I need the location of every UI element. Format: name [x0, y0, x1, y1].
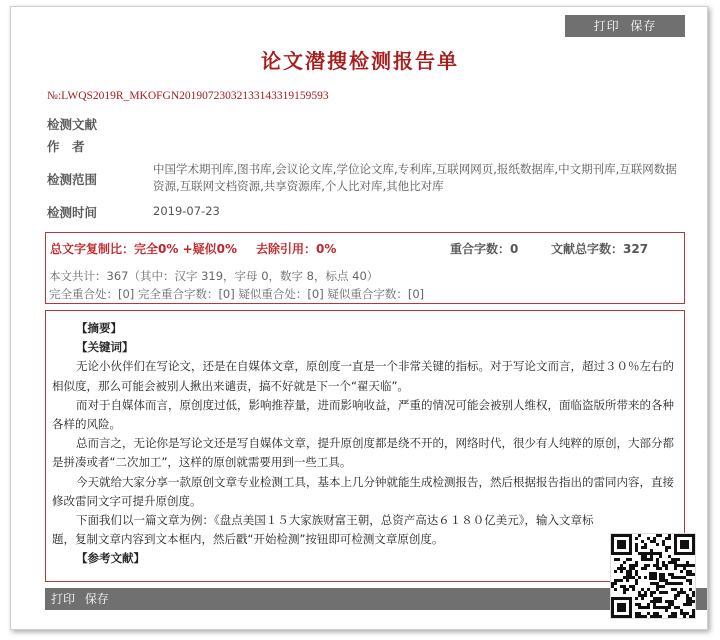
keywords-label: 【关键词】	[76, 340, 134, 355]
scope-value: 中国学术期刊库,图书库,会议论文库,学位论文库,专利库,互联网网页,报纸数据库,中文期刊库,互联网数据资源,互联网文档资源,共享资源库,个人比对库,其他比对库	[153, 162, 677, 193]
total-copy-label: 总文字复制比：	[50, 242, 135, 256]
overlap-detail-line: 完全重合处：[0] 完全重合字数：[0] 疑似重合处：[0] 疑似重合字数：[0]	[49, 287, 425, 301]
print-button-bottom[interactable]: 打印	[51, 592, 76, 606]
date-value: 2019-07-23	[153, 204, 220, 218]
stats-box	[45, 232, 685, 304]
exclude-quote-label: 去除引用：	[256, 242, 317, 256]
exclude-quote-value: 0%	[316, 242, 337, 256]
overlap-chars-value: 0	[510, 242, 519, 256]
save-button[interactable]: 保存	[630, 19, 657, 33]
content-paragraph: 而对于自媒体而言，原创度过低，影响推荐量，进而影响收益，严重的情况可能会被别人维权，面临盗版所带来的各种各样的风险。	[52, 397, 674, 432]
top-toolbar	[565, 15, 685, 37]
author-label: 作 者	[47, 139, 85, 154]
total-chars-label: 文献总字数：	[551, 242, 624, 256]
print-button[interactable]: 打印	[593, 19, 620, 33]
references-label: 【参考文献】	[76, 551, 145, 566]
doc-label: 检测文献	[47, 117, 98, 132]
stats-summary-row	[50, 240, 680, 256]
bottom-toolbar	[45, 588, 708, 610]
overlap-chars-label: 重合字数：	[450, 242, 511, 256]
content-paragraph: 总而言之，无论你是写论文还是写自媒体文章，提升原创度都是绕不开的，网络时代，很少有人纯粹的原创，大部分都是拼凑或者“二次加工”，这样的原创就需要用到一些工具。	[52, 436, 674, 470]
total-copy-value: 完全0% +疑似0%	[134, 242, 237, 256]
save-button-bottom[interactable]: 保存	[84, 592, 109, 606]
report-id: №:LWQS2019R_MKOFGN20190723032133143319159593	[47, 90, 329, 102]
content-box	[45, 310, 685, 582]
char-count-line: 本文共计：367（其中：汉字 319，字母 0，数字 8，标点 40）	[49, 269, 379, 283]
scope-label: 检测范围	[47, 172, 98, 187]
date-label: 检测时间	[47, 205, 98, 220]
content-paragraph: 下面我们以一篇文章为例：《盘点美国１５大家族财富王朝，总资产高达６１８０亿美元》，输入文章标题，复制文章内容到文本框内，然后戳“开始检测”按钮即可检测文章原创度。	[52, 513, 594, 547]
report-page	[10, 6, 708, 630]
qr-code	[610, 533, 696, 619]
content-paragraph: 今天就给大家分享一款原创文章专业检测工具，基本上几分钟就能生成检测报告，然后根据报告指出的雷同内容，直接修改雷同文字可提升原创度。	[52, 474, 674, 508]
report-title: 论文潜搜检测报告单	[261, 49, 459, 73]
total-chars-value: 327	[623, 242, 649, 256]
content-paragraph: 无论小伙伴们在写论文，还是在自媒体文章，原创度一直是一个非常关键的指标。对于写论文而言，超过３０％左右的相似度，那么可能会被别人揪出来谴责，搞不好就是下一个“翟天临”。	[52, 359, 674, 393]
abstract-label: 【摘要】	[76, 321, 122, 335]
qr-code-icon	[611, 534, 695, 618]
